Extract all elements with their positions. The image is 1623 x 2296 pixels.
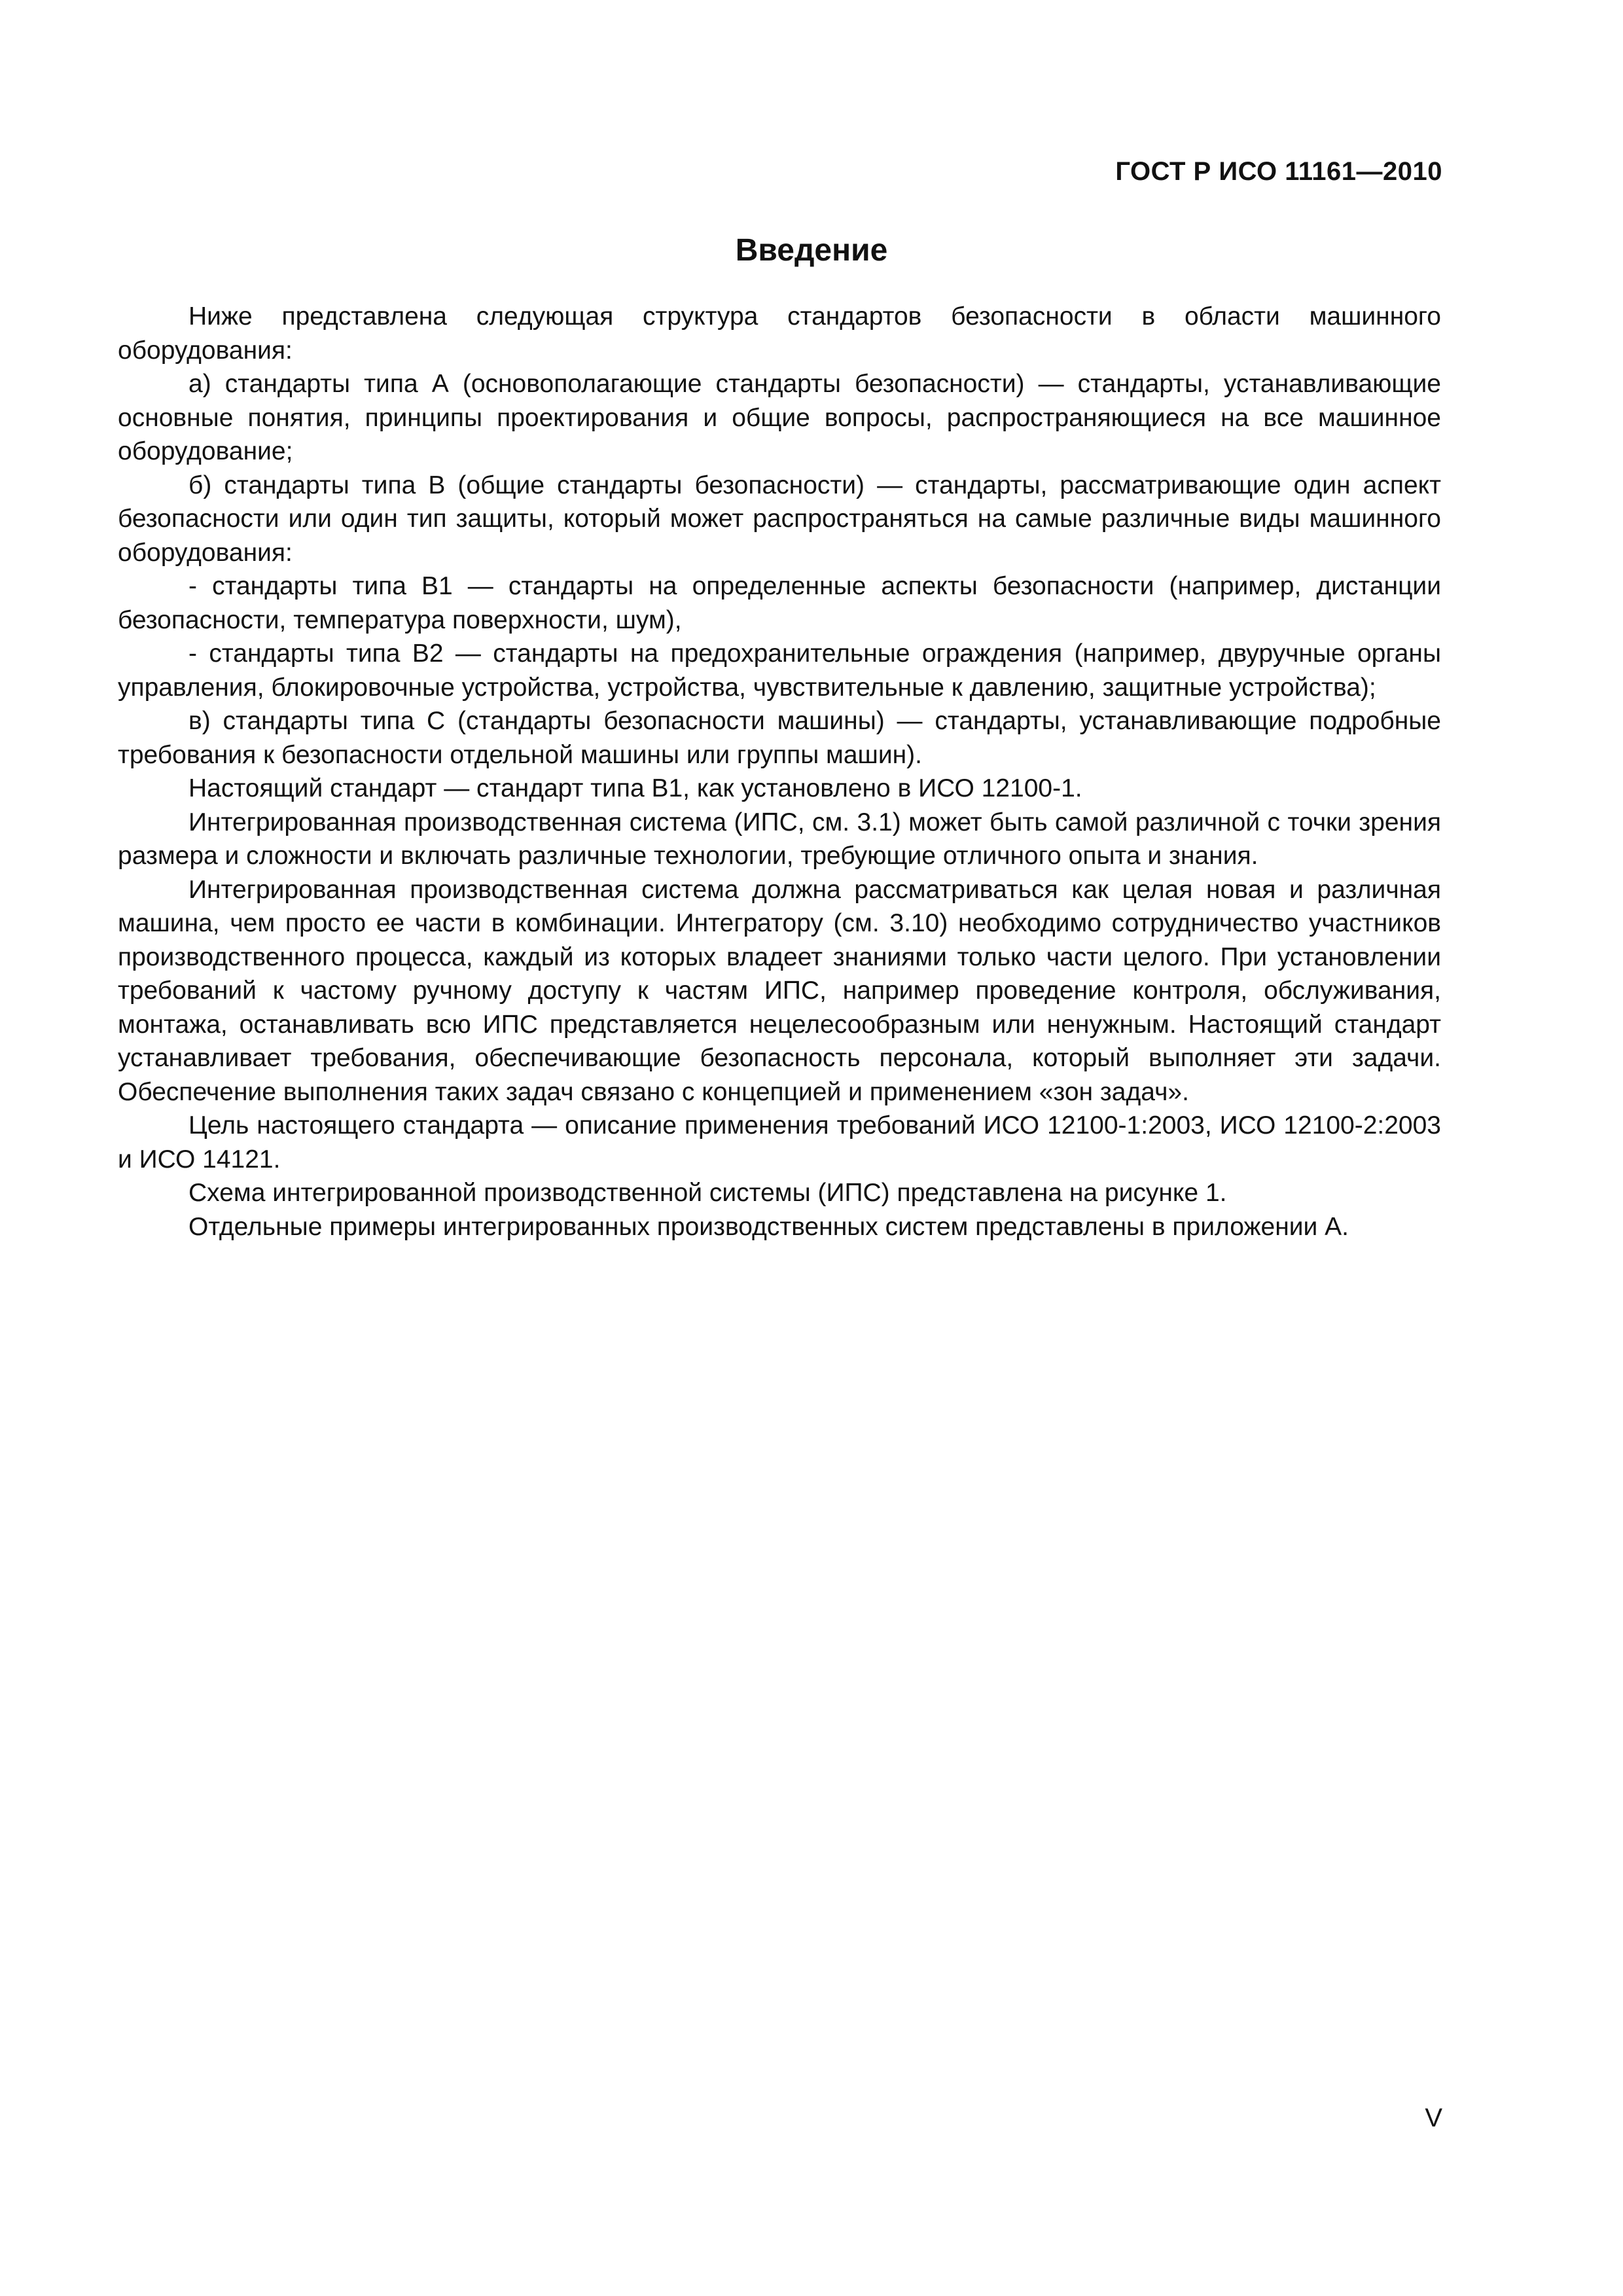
section-body: [118, 300, 1441, 1244]
section-title: Введение: [735, 233, 888, 268]
paragraph-type-b2: - стандарты типа В2 — стандарты на предохранительные ограждения (например, двуручные органы управления, блокировочные устройства, устройства, чувствительные к давлению, защитные устройства);: [118, 639, 1441, 702]
standard-designation: ГОСТ Р ИСО 11161—2010: [1115, 157, 1442, 186]
paragraph-type-c: в) стандарты типа С (стандарты безопасности машины) — стандарты, устанавливающие подробные требования к безопасности отдельной машины или группы машин).: [118, 707, 1441, 769]
paragraph-intro: Ниже представлена следующая структура стандартов безопасности в области машинного оборудования:: [118, 302, 1441, 365]
paragraph-type-b1: - стандарты типа В1 — стандарты на определенные аспекты безопасности (например, дистанции безопасности, температура поверхности, шум),: [118, 572, 1441, 634]
paragraph-standard-type: Настоящий стандарт — стандарт типа В1, как установлено в ИСО 12100-1.: [188, 774, 1082, 802]
paragraph-ips-definition: Интегрированная производственная система (ИПС, см. 3.1) может быть самой различной с точки зрения размера и сложности и включать различные технологии, требующие отличного опыта и знания.: [118, 808, 1441, 870]
paragraph-type-b: б) стандарты типа В (общие стандарты безопасности) — стандарты, рассматривающие один аспект безопасности или один тип защиты, который может распространяться на самые различные виды машинного оборудования:: [118, 471, 1441, 567]
paragraph-type-a: а) стандарты типа А (основополагающие стандарты безопасности) — стандарты, устанавливающие основные понятия, принципы проектирования и общие вопросы, распространяющиеся на все машинное оборудование;: [118, 370, 1441, 465]
paragraph-annex-reference: Отдельные примеры интегрированных производственных систем представлены в приложении А.: [188, 1212, 1349, 1241]
page-number: V: [1425, 2104, 1442, 2132]
paragraph-purpose: Цель настоящего стандарта — описание применения требований ИСО 12100-1:2003, ИСО 12100-2:2003 и ИСО 14121.: [118, 1111, 1441, 1174]
paragraph-ips-description: Интегрированная производственная система должна рассматриваться как целая новая и различная машина, чем просто ее части в комбинации. Интегратору (см. 3.10) необходимо сотрудничество участников производственного процесса, каждый из которых владеет знаниями только части целого. При установлении требований к частому ручному доступу к частям ИПС, например проведение контроля, обслуживания, монтажа, останавливать всю ИПС представляется нецелесообразным или ненужным. Настоящий стандарт устанавливает требования, обеспечивающие безопасность персонала, который выполняет эти задачи. Обеспечение выполнения таких задач связано с концепцией и применением «зон задач».: [118, 875, 1441, 1106]
paragraph-figure-reference: Схема интегрированной производственной системы (ИПС) представлена на рисунке 1.: [188, 1179, 1227, 1207]
